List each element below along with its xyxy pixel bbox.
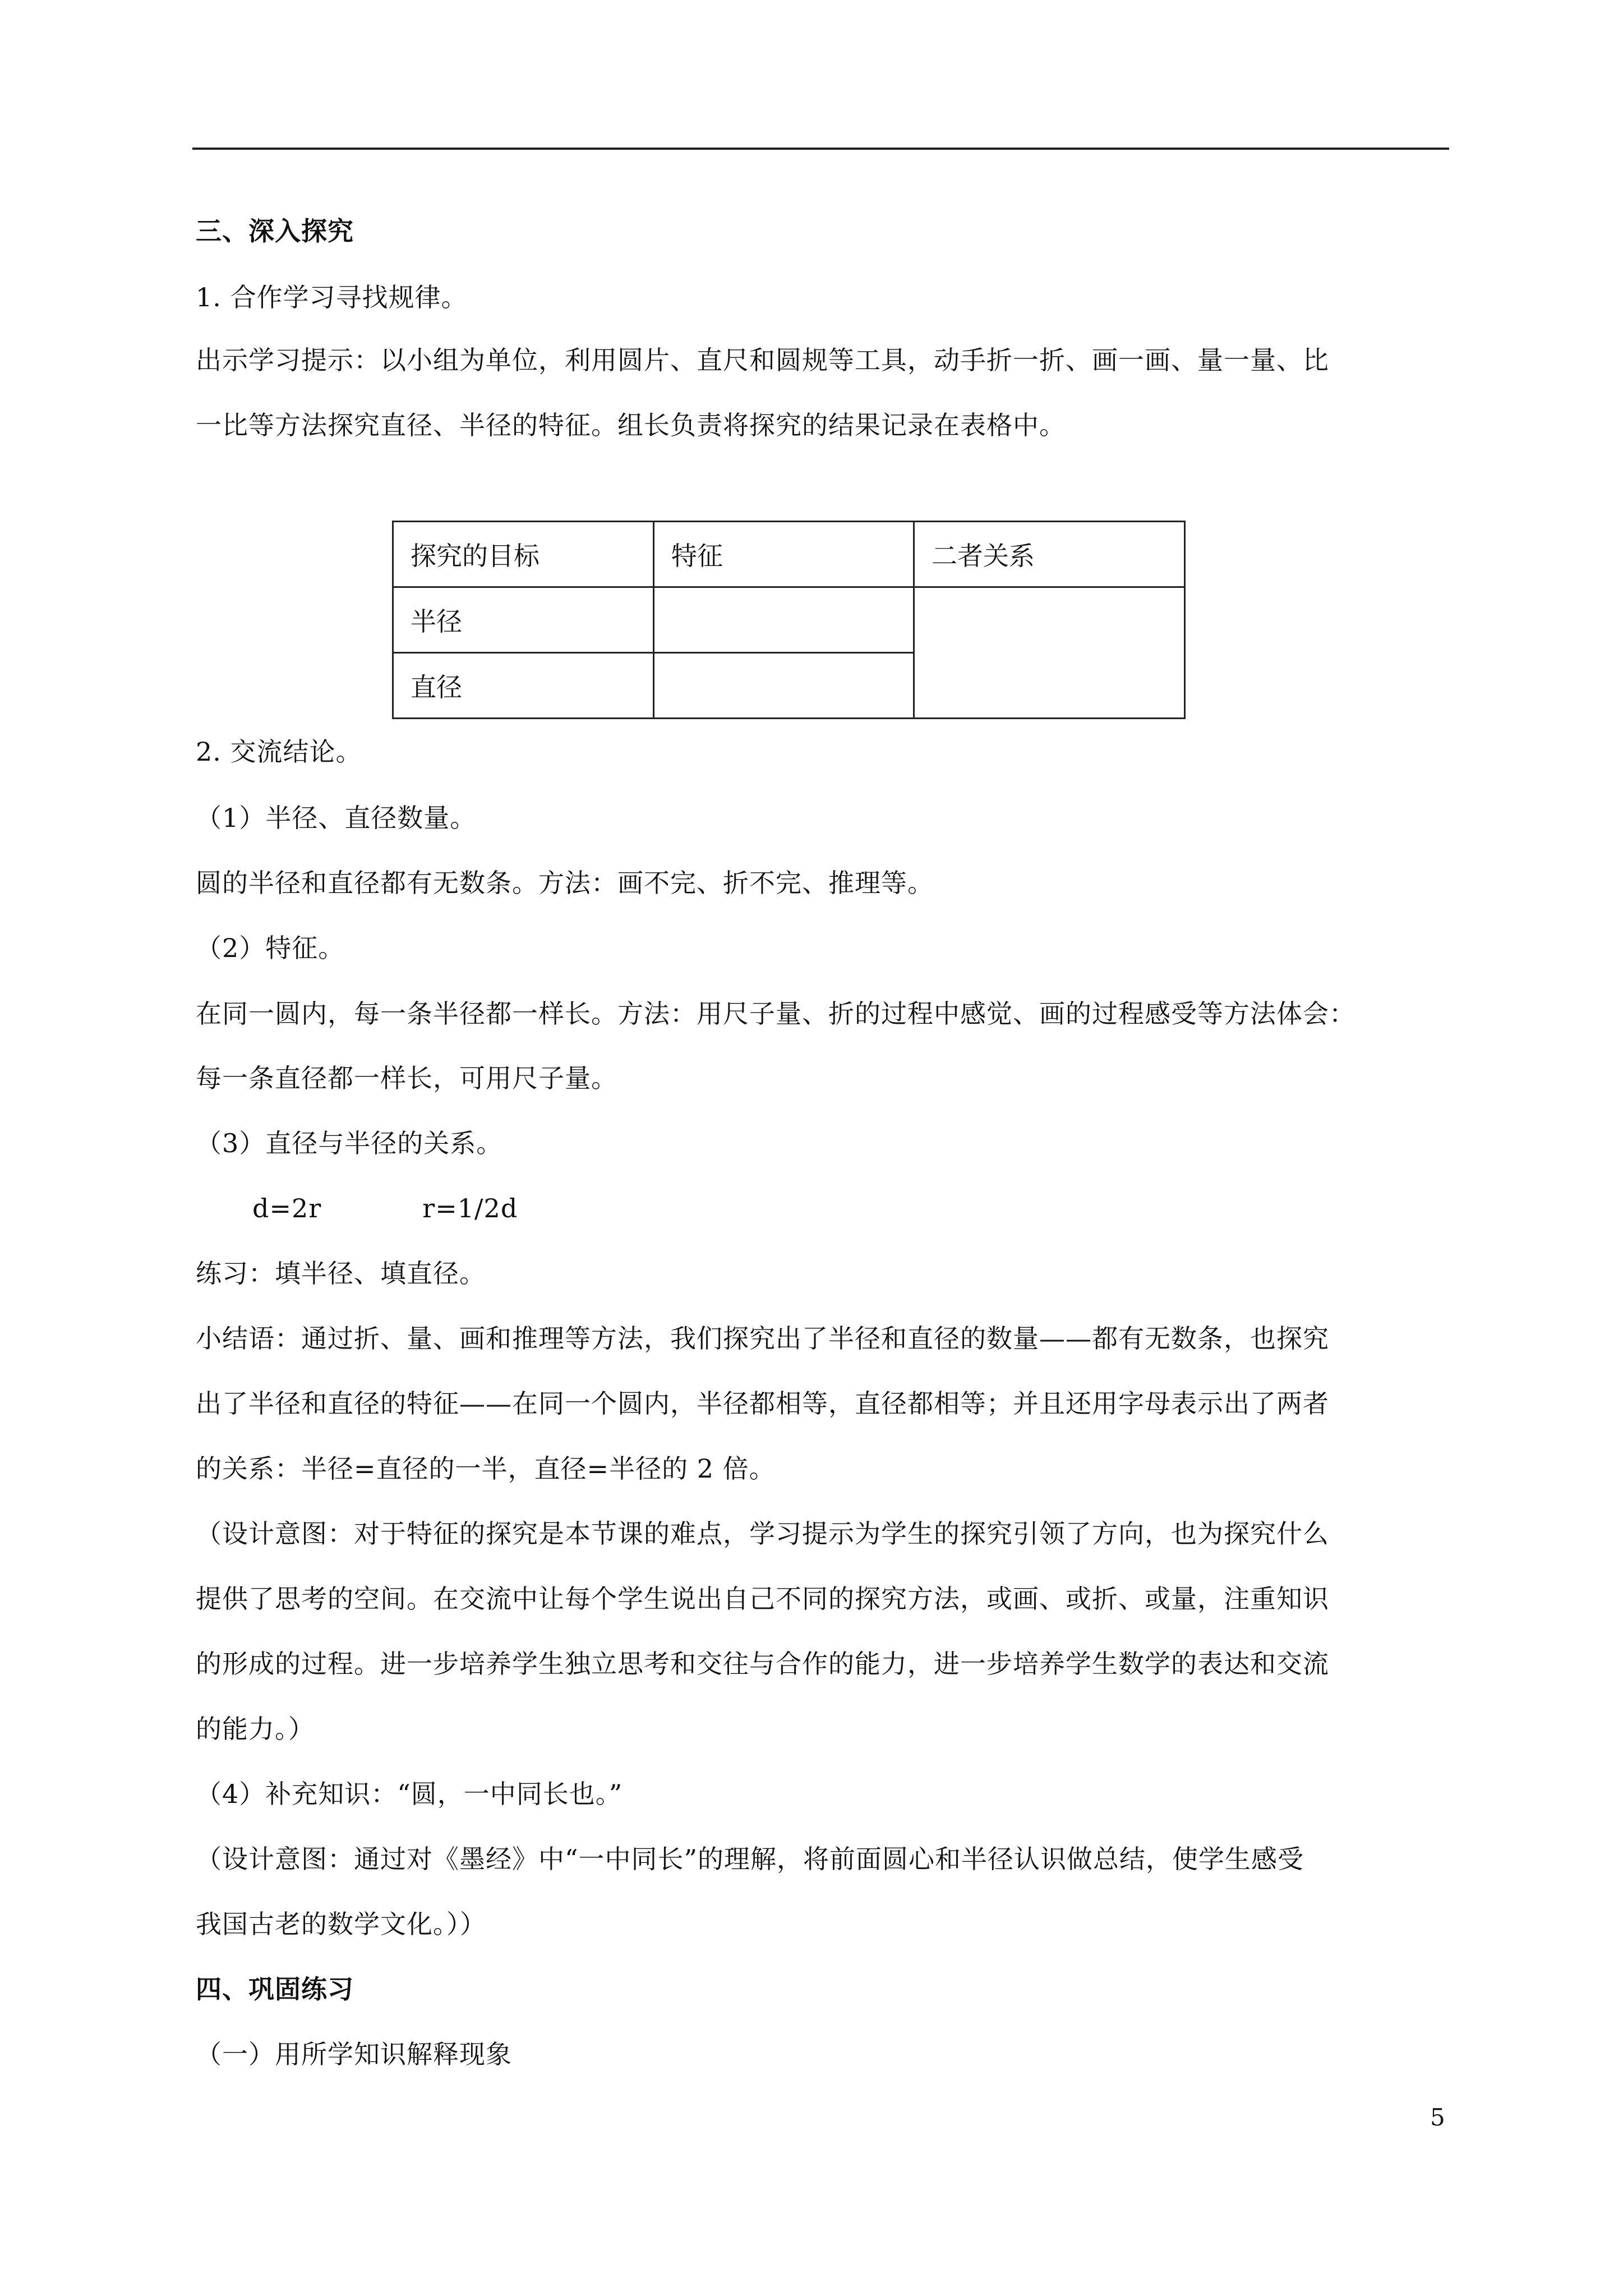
point-2-text-line-2: 每一条直径都一样长，可用尺子量。 <box>196 1063 617 1093</box>
exercise-line: 练习：填半径、填直径。 <box>196 1258 486 1289</box>
table-header-cell: 特征 <box>654 522 914 587</box>
summary-line-3: 的关系：半径=直径的一半，直径=半径的 2 倍。 <box>196 1453 776 1484</box>
item-2: 2. 交流结论。 <box>196 737 362 767</box>
summary-line-1: 小结语：通过折、量、画和推理等方法，我们探究出了半径和直径的数量——都有无数条，也探究 <box>196 1323 1329 1354</box>
summary-line-2: 出了半径和直径的特征——在同一个圆内，半径都相等，直径都相等；并且还用字母表示出了两者 <box>196 1388 1329 1419</box>
formula-line <box>252 1191 518 1225</box>
section-heading-3: 三、深入探究 <box>196 216 354 246</box>
design-note-1-line-1: （设计意图：对于特征的探究是本节课的难点，学习提示为学生的探究引领了方向，也为探究什么 <box>196 1519 1329 1549</box>
table-header-cell: 探究的目标 <box>393 522 654 587</box>
point-2-text-line-1: 在同一圆内，每一条半径都一样长。方法：用尺子量、折的过程中感觉、画的过程感受等方法体会： <box>196 999 1355 1029</box>
table-cell-relation <box>914 587 1185 719</box>
subsection-1: （一）用所学知识解释现象 <box>196 2039 512 2069</box>
formula-radius: r=1/2d <box>422 1193 518 1223</box>
explore-table <box>392 521 1186 719</box>
design-note-2-line-2: 我国古老的数学文化。）） <box>196 1909 486 1939</box>
point-4-heading: （4）补充知识：“圆，一中同长也。” <box>196 1779 623 1809</box>
prompt-line-2: 一比等方法探究直径、半径的特征。组长负责将探究的结果记录在表格中。 <box>196 410 1066 440</box>
table-cell-target: 半径 <box>393 587 654 653</box>
design-note-2-line-1: （设计意图：通过对《墨经》中“一中同长”的理解，将前面圆心和半径认识做总结，使学生感受 <box>196 1844 1304 1874</box>
point-1-heading: （1）半径、直径数量。 <box>196 803 477 833</box>
point-1-text: 圆的半径和直径都有无数条。方法：画不完、折不完、推理等。 <box>196 868 934 898</box>
table-cell-target: 直径 <box>393 653 654 719</box>
item-1: 1. 合作学习寻找规律。 <box>196 282 468 312</box>
page-number: 5 <box>1430 2104 1445 2131</box>
table-cell-feature <box>654 587 914 653</box>
table-row <box>393 587 1185 653</box>
prompt-line-1: 出示学习提示：以小组为单位，利用圆片、直尺和圆规等工具，动手折一折、画一画、量一量、比 <box>196 345 1329 375</box>
design-note-1-line-4: 的能力。） <box>196 1714 315 1744</box>
table-header-row <box>393 522 1185 587</box>
table-cell-feature <box>654 653 914 719</box>
design-note-1-line-2: 提供了思考的空间。在交流中让每个学生说出自己不同的探究方法，或画、或折、或量，注重知识 <box>196 1584 1329 1614</box>
design-note-1-line-3: 的形成的过程。进一步培养学生独立思考和交往与合作的能力，进一步培养学生数学的表达和交流 <box>196 1649 1329 1679</box>
point-3-heading: （3）直径与半径的关系。 <box>196 1128 503 1158</box>
formula-diameter: d=2r <box>252 1193 322 1223</box>
table-header-cell: 二者关系 <box>914 522 1185 587</box>
point-2-heading: （2）特征。 <box>196 933 345 963</box>
header-rule <box>192 148 1449 150</box>
section-heading-4: 四、巩固练习 <box>196 1974 354 2004</box>
